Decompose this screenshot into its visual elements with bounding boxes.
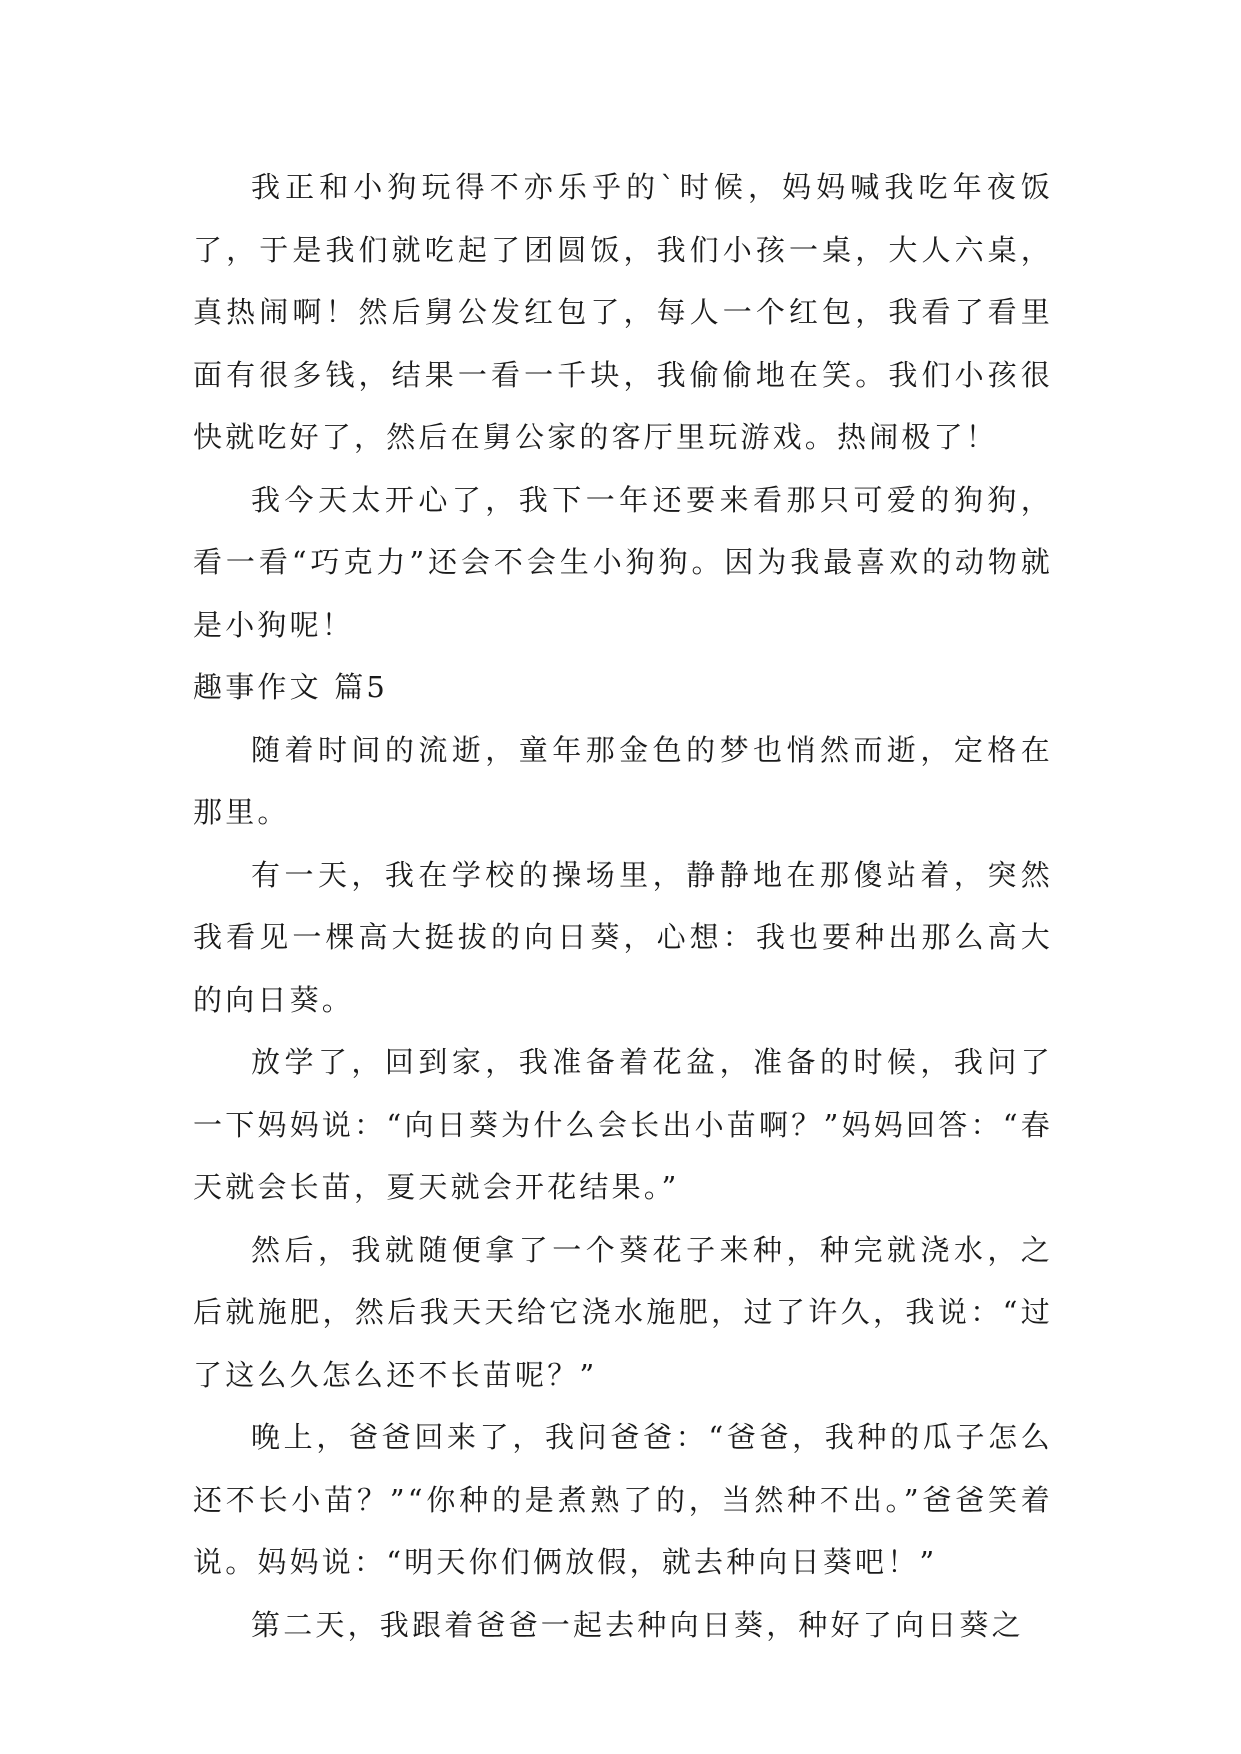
paragraph: 我今天太开心了，我下一年还要来看那只可爱的狗狗，看一看“巧克力”还会不会生小狗狗。因为我最喜欢的动物就是小狗呢！ [193,482,1053,642]
paragraph: 第二天，我跟着爸爸一起去种向日葵，种好了向日葵之 [251,1607,1024,1642]
paragraph: 放学了，回到家，我准备着花盆，准备的时候，我问了一下妈妈说：“向日葵为什么会长出小苗啊？”妈妈回答：“春天就会长苗，夏天就会开花结果。” [193,1045,1053,1204]
paragraph: 我正和小狗玩得不亦乐乎的`时候，妈妈喊我吃年夜饭了，于是我们就吃起了团圆饭，我们小孩一桌，大人六桌，真热闹啊！然后舅公发红包了，每人一个红包，我看了看里面有很多钱，结果一看一千块，我偷偷地在笑。我们小孩很快就吃好了，然后在舅公家的客厅里玩游戏。热闹极了！ [193,170,1053,454]
paragraph: 随着时间的流逝，童年那金色的梦也悄然而逝，定格在那里。 [193,732,1053,829]
paragraph: 然后，我就随便拿了一个葵花子来种，种完就浇水，之后就施肥，然后我天天给它浇水施肥，过了许久，我说：“过了这么久怎么还不长苗呢？” [193,1232,1053,1392]
section-heading: 趣事作文 篇5 [193,670,389,704]
document-body [193,156,1053,1656]
paragraph: 晚上，爸爸回来了，我问爸爸：“爸爸，我种的瓜子怎么还不长小苗？”“你种的是煮熟了的，当然种不出。”爸爸笑着说。妈妈说：“明天你们俩放假，就去种向日葵吧！” [193,1420,1053,1579]
paragraph: 有一天，我在学校的操场里，静静地在那傻站着，突然我看见一棵高大挺拔的向日葵，心想：我也要种出那么高大的向日葵。 [193,857,1053,1017]
